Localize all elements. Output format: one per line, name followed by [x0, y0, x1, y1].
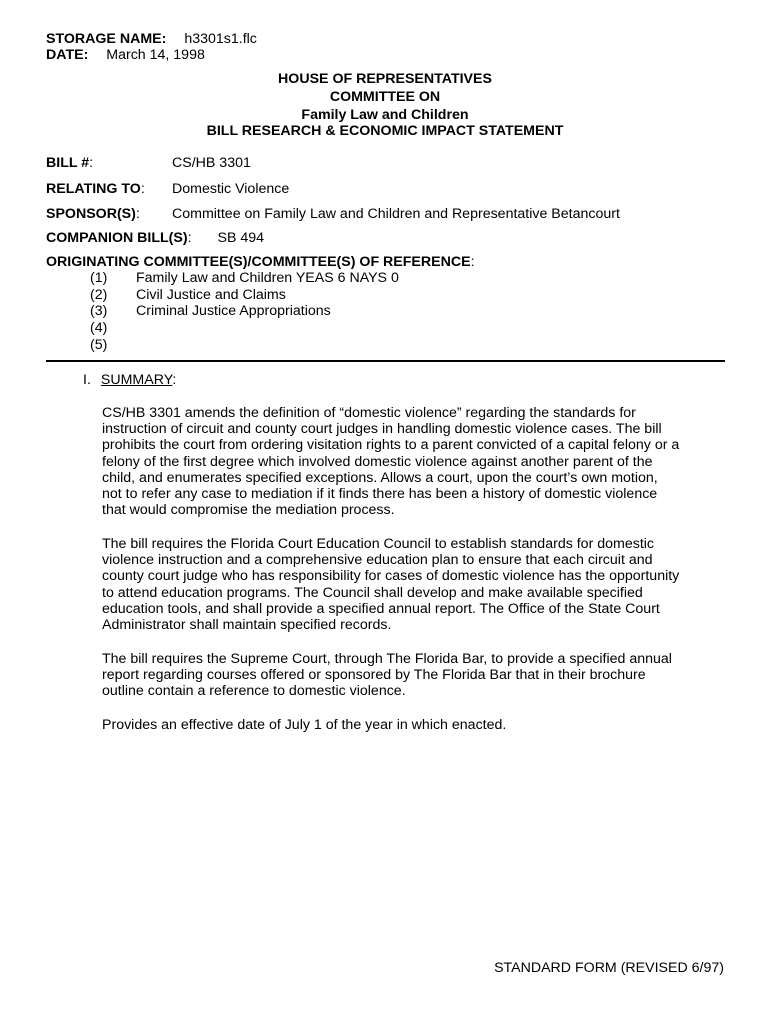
bill-number-label-wrap: [46, 155, 93, 171]
standard-form-footer: STANDARD FORM (REVISED 6/97): [494, 960, 724, 976]
committee-text: Criminal Justice Appropriations: [136, 303, 331, 319]
relating-to-label-wrap: [46, 181, 145, 197]
paragraph-line: Administrator shall maintain specified records.: [102, 617, 392, 634]
bill-number-label: BILL #: [46, 155, 90, 171]
summary-paragraph: [102, 536, 728, 633]
paragraph-line: outline contain a reference to domestic violence.: [102, 683, 406, 700]
committee-number: (3): [90, 303, 108, 319]
paragraph-line: The bill requires the Florida Court Education Council to establish standards for domestic: [102, 536, 655, 552]
summary-title-colon: :: [172, 372, 177, 388]
paragraph-line: felony of the first degree which involved domestic violence against another parent of the: [102, 453, 653, 470]
paragraph-line: Provides an effective date of July 1 of the year in which enacted.: [102, 717, 507, 733]
committees-heading: ORIGINATING COMMITTEE(S)/COMMITTEE(S) OF REFERENCE: [46, 254, 471, 270]
summary-section-number: I.: [83, 372, 91, 388]
date-colon: :: [83, 47, 89, 63]
relating-to-value: Domestic Violence: [172, 181, 290, 197]
paragraph-line: violence instruction and a comprehensive education plan to ensure that each circuit and: [102, 552, 653, 569]
summary-paragraph: [102, 405, 728, 518]
paragraph-line: that would compromise the mediation process.: [102, 502, 395, 519]
committees-heading-wrap: [46, 254, 475, 270]
companion-bill-colon: :: [187, 230, 192, 246]
sponsor-colon: :: [135, 206, 140, 222]
paragraph-line: child, and enumerates specified exceptions. Allows a court, upon the court’s own motion,: [102, 469, 658, 486]
committees-heading-colon: :: [470, 254, 475, 270]
paragraph-line: prohibits the court from ordering visitation rights to a parent convicted of a capital felony or a: [102, 437, 680, 454]
paragraph-line: report regarding courses offered or sponsored by The Florida Bar that in their brochure: [102, 667, 646, 684]
committee-number: (4): [90, 320, 108, 336]
companion-bill-line: [46, 230, 264, 246]
sponsor-value: Committee on Family Law and Children and Representative Betancourt: [172, 206, 620, 222]
title-committee-name: Family Law and Children: [301, 107, 469, 123]
committee-text: Civil Justice and Claims: [136, 287, 286, 303]
storage-name-colon: :: [161, 31, 167, 47]
companion-bill-value: SB 494: [217, 230, 265, 246]
paragraph-line: not to refer any case to mediation if it finds there has been a history of domestic violence: [102, 486, 658, 503]
title-committee-on: COMMITTEE ON: [329, 89, 441, 105]
relating-to-colon: :: [140, 181, 145, 197]
bill-number-value: CS/HB 3301: [172, 155, 251, 171]
committee-number: (1): [90, 270, 108, 286]
relating-to-label: RELATING TO: [46, 181, 141, 197]
title-house: HOUSE OF REPRESENTATIVES: [278, 71, 492, 87]
date-label: DATE: [46, 47, 84, 63]
committee-number: (2): [90, 287, 108, 303]
companion-bill-label: COMPANION BILL(S): [46, 230, 188, 246]
paragraph-line: The bill requires the Supreme Court, through The Florida Bar, to provide a specified annual: [102, 651, 672, 667]
summary-paragraph: [102, 651, 728, 700]
paragraph-line: instruction of circuit and county court judges in handling domestic violence cases. The bill: [102, 421, 662, 438]
storage-name-line: [46, 31, 257, 47]
summary-heading: [83, 372, 176, 388]
date-value: March 14, 1998: [106, 47, 205, 63]
date-line: [46, 47, 205, 63]
paragraph-line: education tools, and shall provide a specified annual report. The Office of the State Court: [102, 600, 660, 617]
storage-name-value: h3301s1.flc: [184, 31, 257, 47]
summary-paragraph: [102, 717, 728, 733]
summary-title: SUMMARY: [100, 372, 173, 388]
bill-number-colon: :: [89, 155, 94, 171]
storage-name-label: STORAGE NAME: [46, 31, 162, 47]
committee-text: Family Law and Children YEAS 6 NAYS 0: [136, 270, 399, 286]
sponsor-label: SPONSOR(S): [46, 206, 136, 222]
committee-number: (5): [90, 337, 108, 353]
paragraph-line: CS/HB 3301 amends the definition of “domestic violence” regarding the standards for: [102, 405, 636, 421]
title-statement: BILL RESEARCH & ECONOMIC IMPACT STATEMENT: [206, 123, 564, 139]
section-divider: [46, 360, 725, 362]
paragraph-line: county court judge who has responsibility for cases of domestic violence has the opportunity: [102, 568, 680, 585]
paragraph-line: to attend education programs. The Council shall develop and make available specified: [102, 584, 643, 601]
sponsor-label-wrap: [46, 206, 140, 222]
